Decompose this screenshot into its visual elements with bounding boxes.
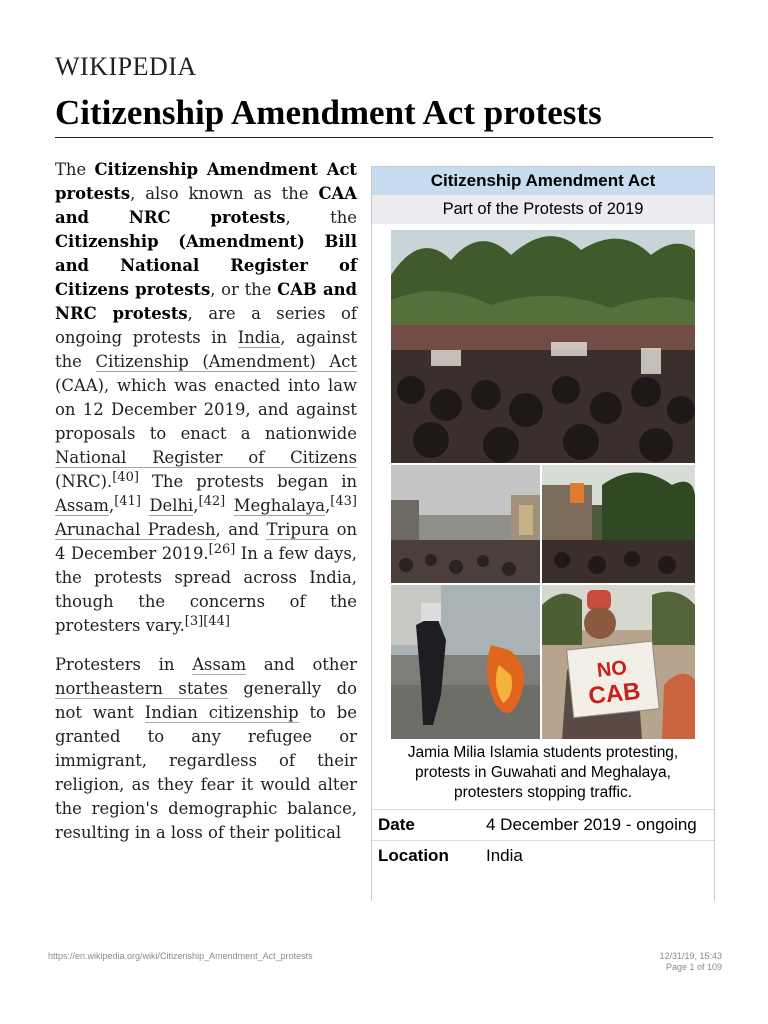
footer-url[interactable]: https://en.wikipedia.org/wiki/Citizenship_Amendment_Act_protests (48, 951, 313, 961)
bold-term: Citizenship (Amendment) Bill and National Register of Citizens protests (55, 232, 357, 299)
citation-link[interactable]: [40] (112, 470, 139, 485)
row-label-date: Date (378, 815, 415, 834)
text: generally do not want (55, 679, 357, 722)
text: , or the (210, 280, 278, 299)
text: (NRC). (55, 472, 113, 491)
link-citizenship-amendment-act[interactable]: Citizenship (Amendment) Act (95, 352, 357, 371)
paragraph-second (55, 653, 357, 845)
link-national-register-of-citizens[interactable]: National Register of Citizens (55, 448, 357, 467)
bold-term: CAB and NRC protests (55, 280, 358, 323)
link-northeastern-states[interactable]: northeastern states (55, 679, 228, 698)
rally-photo-image (391, 465, 540, 583)
text: , are a series of ongoing protests in (55, 304, 357, 347)
text: The (55, 160, 95, 179)
sign-text-no: NO (595, 656, 628, 682)
row-label-location: Location (378, 846, 449, 865)
row-value-location: India (486, 846, 523, 865)
text: (CAA), which was enacted into law on 12 December 2019, and against proposals to enact a nationwide (55, 376, 357, 443)
infobox-subtitle: Part of the Protests of 2019 (372, 195, 714, 224)
flag-photo-image (542, 465, 695, 583)
photo-guwahati-rally[interactable] (391, 465, 540, 583)
photo-jamia-crowd[interactable] (391, 230, 695, 463)
footer-meta (659, 951, 722, 973)
text: In a few days, the protests spread across India, though the concerns of the protesters vary. (55, 544, 358, 635)
citation-link[interactable]: [43] (330, 494, 357, 509)
photo-effigy-burning[interactable] (391, 585, 540, 739)
footer-page-number: Page 1 of 109 (665, 962, 722, 972)
text: , (325, 496, 331, 515)
text: on 4 December 2019. (55, 520, 358, 563)
text: and other (246, 655, 357, 674)
citation-link[interactable]: [3] (184, 614, 204, 629)
infobox (371, 166, 715, 901)
photo-no-cab-sign[interactable] (542, 585, 695, 739)
text: The protests began in (138, 472, 357, 491)
citation-link[interactable]: [26] (208, 542, 236, 557)
text: , (108, 496, 115, 515)
article-body (55, 158, 357, 860)
link-indian-citizenship[interactable]: Indian citizenship (144, 703, 299, 722)
link-arunachal-pradesh[interactable]: Arunachal Pradesh (55, 520, 216, 539)
infobox-caption: Jamia Milia Islamia students protesting, protests in Guwahati and Meghalaya, protesters stopping traffic. (407, 744, 679, 801)
citation-link[interactable]: [41] (114, 494, 141, 509)
link-assam[interactable]: Assam (192, 655, 247, 674)
bold-term: Citizenship Amendment Act protests (55, 160, 357, 203)
link-india[interactable]: India (237, 328, 281, 347)
citation-link[interactable]: [44] (203, 614, 230, 629)
infobox-row-location (372, 840, 714, 871)
text (225, 496, 234, 515)
link-meghalaya[interactable]: Meghalaya (233, 496, 326, 515)
photo-collage[interactable] (391, 230, 695, 739)
infobox-title: Citizenship Amendment Act (372, 167, 714, 195)
text: , (193, 496, 199, 515)
wikipedia-logo[interactable]: WIKIPEDIA (55, 52, 197, 81)
citation-link[interactable]: [42] (198, 494, 226, 509)
photo-flag-protest[interactable] (542, 465, 695, 583)
footer-datetime: 12/31/19, 15:43 (659, 951, 722, 961)
row-value-date: 4 December 2019 - ongoing (486, 815, 697, 834)
crowd-photo-image (391, 230, 695, 463)
text: , against the (55, 328, 357, 371)
effigy-photo-image (391, 585, 540, 739)
link-tripura[interactable]: Tripura (266, 520, 330, 539)
text: Protesters in (55, 655, 193, 674)
no-cab-photo-image (542, 585, 695, 739)
sign-text-cab: CAB (587, 677, 642, 710)
page-title: Citizenship Amendment Act protests (55, 93, 713, 138)
paragraph-intro (55, 158, 357, 638)
bold-term: CAA and NRC protests (55, 184, 357, 227)
text: to be granted to any refugee or immigrant, regardless of their religion, as they fear it would alter the region's demographic balance, resulting in a loss of their political (55, 703, 357, 842)
link-delhi[interactable]: Delhi (149, 496, 194, 515)
text: , also known as the (130, 184, 319, 203)
text: , the (285, 208, 357, 227)
text: , and (215, 520, 267, 539)
infobox-row-date (372, 809, 714, 840)
link-assam[interactable]: Assam (55, 496, 109, 515)
